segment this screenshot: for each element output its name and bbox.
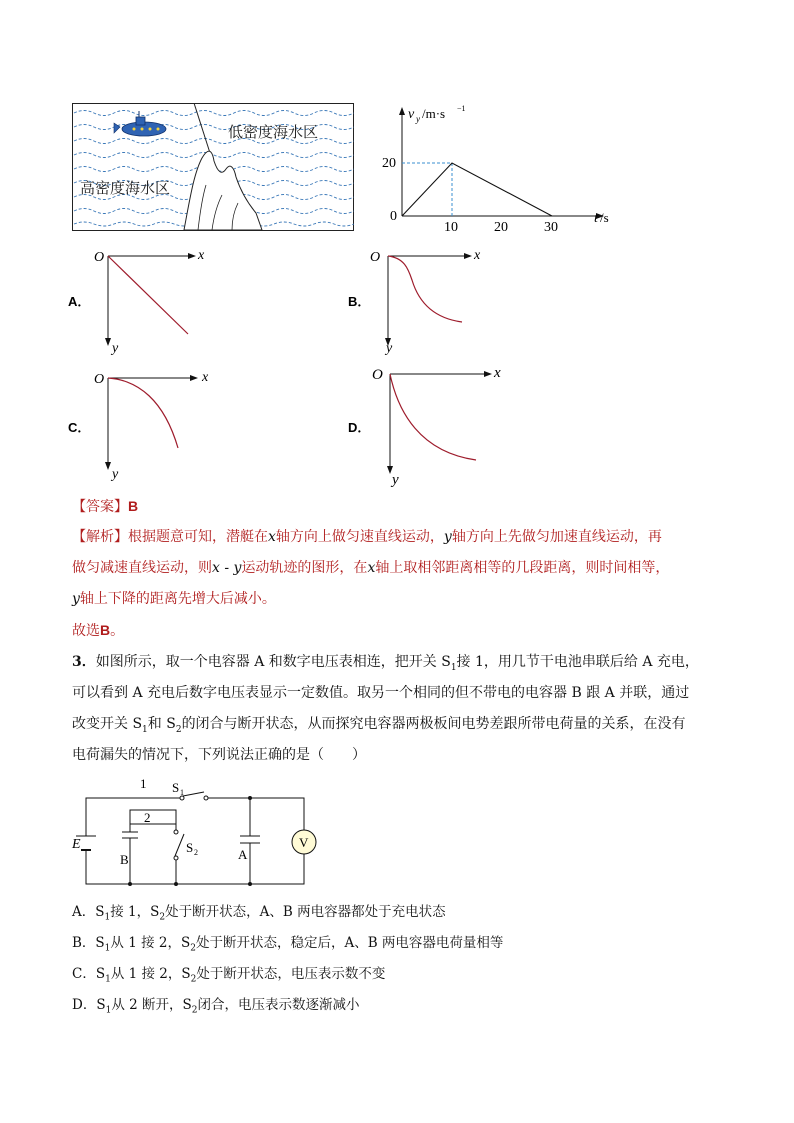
capacitor-b-label: B <box>120 852 129 867</box>
option-c-graph <box>68 366 228 481</box>
conclusion-line: 故选B。 <box>72 622 125 639</box>
svg-text:2: 2 <box>194 848 198 857</box>
svg-text:1: 1 <box>140 776 147 791</box>
svg-text:y: y <box>416 114 420 124</box>
y-tick-label: 0 <box>390 209 397 224</box>
svg-text:/m·s: /m·s <box>422 106 446 121</box>
q3-line-1: 3．如图所示，取一个电容器 A 和数字电压表相连，把开关 $S_1$接 1，用几节干电池串联后给 A 充电， <box>72 654 699 673</box>
svg-text:x: x <box>202 370 209 385</box>
svg-text:O: O <box>94 372 105 387</box>
trajectory-curve <box>108 378 178 448</box>
svg-text:/s: /s <box>600 210 609 225</box>
svg-text:x: x <box>494 365 501 381</box>
s1-label: S <box>172 780 180 795</box>
analysis-line-2: 做匀减速直线运动，则x - y运动轨迹的图形，在x轴上取相邻距离相等的几段距离，则时间相等， <box>72 560 670 576</box>
x-tick-label: 10 <box>444 220 458 235</box>
option-d-graph <box>348 362 518 490</box>
svg-text:O: O <box>372 367 383 383</box>
battery-label: E <box>72 837 81 852</box>
sea-density-figure <box>72 103 354 231</box>
velocity-time-graph <box>372 98 622 238</box>
voltmeter-label: V <box>299 835 309 850</box>
x-tick-label: 20 <box>494 220 508 235</box>
svg-text:y: y <box>386 341 393 356</box>
q3-line-4: 电荷漏失的情况下，下列说法正确的是（ ） <box>72 747 366 763</box>
y-axis-label: v <box>408 107 415 122</box>
answer-tag: 【答案】 <box>72 499 128 515</box>
x-tick-label: 30 <box>544 220 558 235</box>
svg-text:1: 1 <box>180 788 184 797</box>
option-a-graph <box>68 244 228 356</box>
capacitor-a-label: A <box>238 847 248 862</box>
svg-text:y: y <box>112 341 119 356</box>
choice-d[interactable]: D．$S_1$从 2 断开，$S_2$闭合，电压表示数逐渐减小 <box>72 997 360 1016</box>
velocity-series-line <box>402 163 552 216</box>
svg-text:y: y <box>392 472 399 488</box>
y-tick-label: 20 <box>382 156 396 171</box>
question-number: 3． <box>72 654 96 670</box>
choice-c[interactable]: C．$S_1$从 1 接 2，$S_2$处于断开状态，电压表示数不变 <box>72 966 386 985</box>
svg-text:y: y <box>112 467 119 481</box>
low-density-label: 低密度海水区 <box>228 123 319 141</box>
q3-line-2: 可以看到 A 充电后数字电压表显示一定数值。取另一个相同的但不带电的电容器 B 跟 A 并联，通过 <box>72 685 690 701</box>
trajectory-curve <box>390 374 476 460</box>
svg-text:x: x <box>198 248 205 263</box>
svg-text:A．: A． <box>68 294 91 309</box>
s2-label: S <box>186 840 194 855</box>
q3-line-3: 改变开关 $S_1$和 $S_2$的闭合与断开状态，从而探究电容器两极板间电势差跟所带电荷量的关系，在没有 <box>72 716 686 735</box>
option-b-graph <box>348 244 508 356</box>
trajectory-curve <box>388 256 462 322</box>
answer-value: B <box>128 498 139 514</box>
capacitor-circuit <box>68 774 328 892</box>
answer-line <box>72 497 138 516</box>
trajectory-line <box>108 256 188 334</box>
svg-text:O: O <box>94 250 105 265</box>
choice-a[interactable]: A．$S_1$接 1，$S_2$处于断开状态，A、B 两电容器都处于充电状态 <box>72 904 446 923</box>
svg-text:2: 2 <box>144 810 151 825</box>
svg-text:x: x <box>474 248 481 263</box>
svg-text:−1: −1 <box>457 104 466 113</box>
high-density-label: 高密度海水区 <box>80 179 171 197</box>
svg-text:B．: B． <box>348 294 371 309</box>
svg-text:D．: D． <box>348 420 371 435</box>
svg-text:C．: C． <box>68 420 91 435</box>
choice-b[interactable]: B．$S_1$从 1 接 2，$S_2$处于断开状态，稳定后，A、B 两电容器电荷量相等 <box>72 935 504 954</box>
svg-text:O: O <box>370 250 381 265</box>
x-axis-label: t <box>594 211 598 226</box>
analysis-line-3: y轴上下降的距离先增大后减小。 <box>72 591 276 607</box>
analysis-line-1: 【解析】根据题意可知，潜艇在x轴方向上做匀速直线运动，y轴方向上先做匀加速直线运动，再 <box>72 529 662 545</box>
